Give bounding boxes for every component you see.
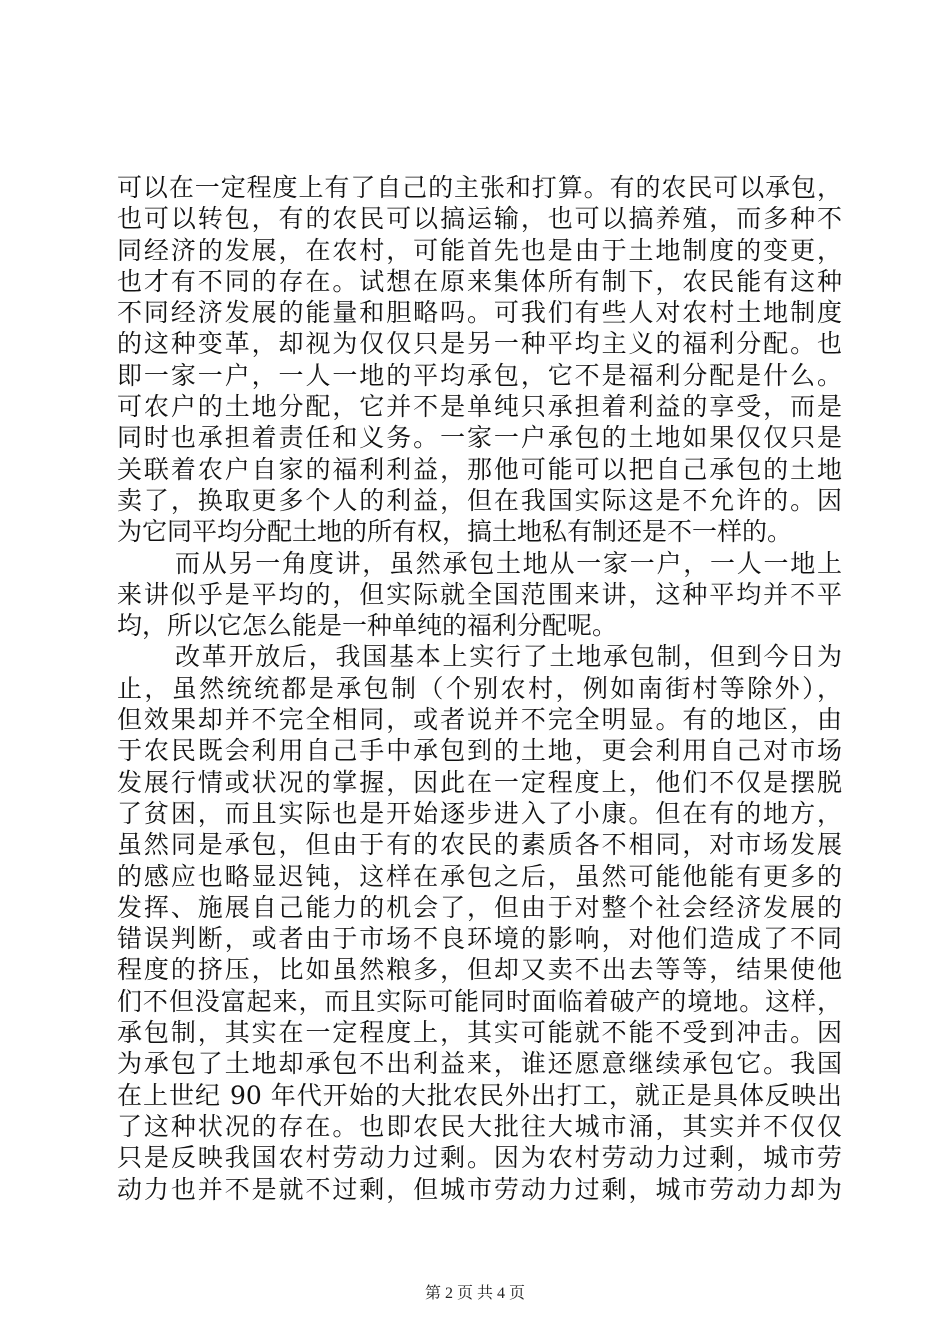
paragraph-first-line: 而从另一角度讲，虽然承包土地从一家一户，一人一地上 [175,548,842,578]
text-line: 错误判断，或者由于市场不良环境的影响，对他们造成了不同 [117,924,842,954]
text-line: 的这种变革，却视为仅仅只是另一种平均主义的福利分配。也 [117,329,842,359]
text-line: 程度的挤压，比如虽然粮多，但却又卖不出去等等，结果使他 [117,955,842,985]
text-line: 关联着农户自家的福利利益，那他可能可以把自己承包的土地 [117,454,842,484]
text-line: 承包制，其实在一定程度上，其实可能就不能不受到冲击。因 [117,1018,842,1048]
page-number-footer: 第 2 页 共 4 页 [424,1285,525,1302]
text-line: 可农户的土地分配，它并不是单纯只承担着利益的享受，而是 [117,392,842,422]
text-line: 卖了，换取更多个人的利益，但在我国实际这是不允许的。因 [117,485,842,515]
text-line: 来讲似乎是平均的，但实际就全国范围来讲，这种平均并不平 [117,579,842,609]
text-line: 于农民既会利用自己手中承包到的土地，更会利用自己对市场 [117,736,842,766]
text-line: 的感应也略显迟钝，这样在承包之后，虽然可能他能有更多的 [117,861,842,891]
text-line: 即一家一户，一人一地的平均承包，它不是福利分配是什么。 [117,360,842,390]
text-line: 可以在一定程度上有了自己的主张和打算。有的农民可以承包， [117,173,842,202]
text-line: 均，所以它怎么能是一种单纯的福利分配呢。 [117,611,618,641]
body-text [117,172,842,1205]
text-line: 同经济的发展，在农村，可能首先也是由于土地制度的变更， [117,235,842,265]
text-line: 为它同平均分配土地的所有权，搞土地私有制还是不一样的。 [117,517,793,547]
text-line: 也可以转包，有的农民可以搞运输，也可以搞养殖，而多种不 [117,204,842,234]
text-line: 止，虽然统统都是承包制（个别农村，例如南街村等除外）， [117,673,842,703]
text-line: 发挥、施展自己能力的机会了，但由于对整个社会经济发展的 [117,892,842,922]
text-line: 了贫困，而且实际也是开始逐步进入了小康。但在有的地方， [117,798,842,828]
paragraph-first-line: 改革开放后，我国基本上实行了土地承包制，但到今日为 [175,642,842,672]
text-line: 们不但没富起来，而且实际可能同时面临着破产的境地。这样， [117,986,842,1016]
text-line: 也才有不同的存在。试想在原来集体所有制下，农民能有这种 [117,266,842,296]
text-line: 为承包了土地却承包不出利益来，谁还愿意继续承包它。我国 [117,1049,842,1079]
text-line: 动力也并不是就不过剩，但城市劳动力过剩，城市劳动力却为 [117,1174,842,1204]
text-line: 同时也承担着责任和义务。一家一户承包的土地如果仅仅只是 [117,423,842,453]
text-line: 发展行情或状况的掌握，因此在一定程度上，他们不仅是摆脱 [117,767,842,797]
text-line: 了这种状况的存在。也即农民大批往大城市涌，其实并不仅仅 [117,1111,842,1141]
text-line: 但效果却并不完全相同，或者说并不完全明显。有的地区，由 [117,705,842,735]
text-line: 虽然同是承包，但由于有的农民的素质各不相同，对市场发展 [117,830,842,860]
text-line: 不同经济发展的能量和胆略吗。可我们有些人对农村土地制度 [117,298,842,328]
text-line: 只是反映我国农村劳动力过剩。因为农村劳动力过剩，城市劳 [117,1143,842,1173]
text-line: 在上世纪 90 年代开始的大批农民外出打工，就正是具体反映出 [117,1080,842,1110]
